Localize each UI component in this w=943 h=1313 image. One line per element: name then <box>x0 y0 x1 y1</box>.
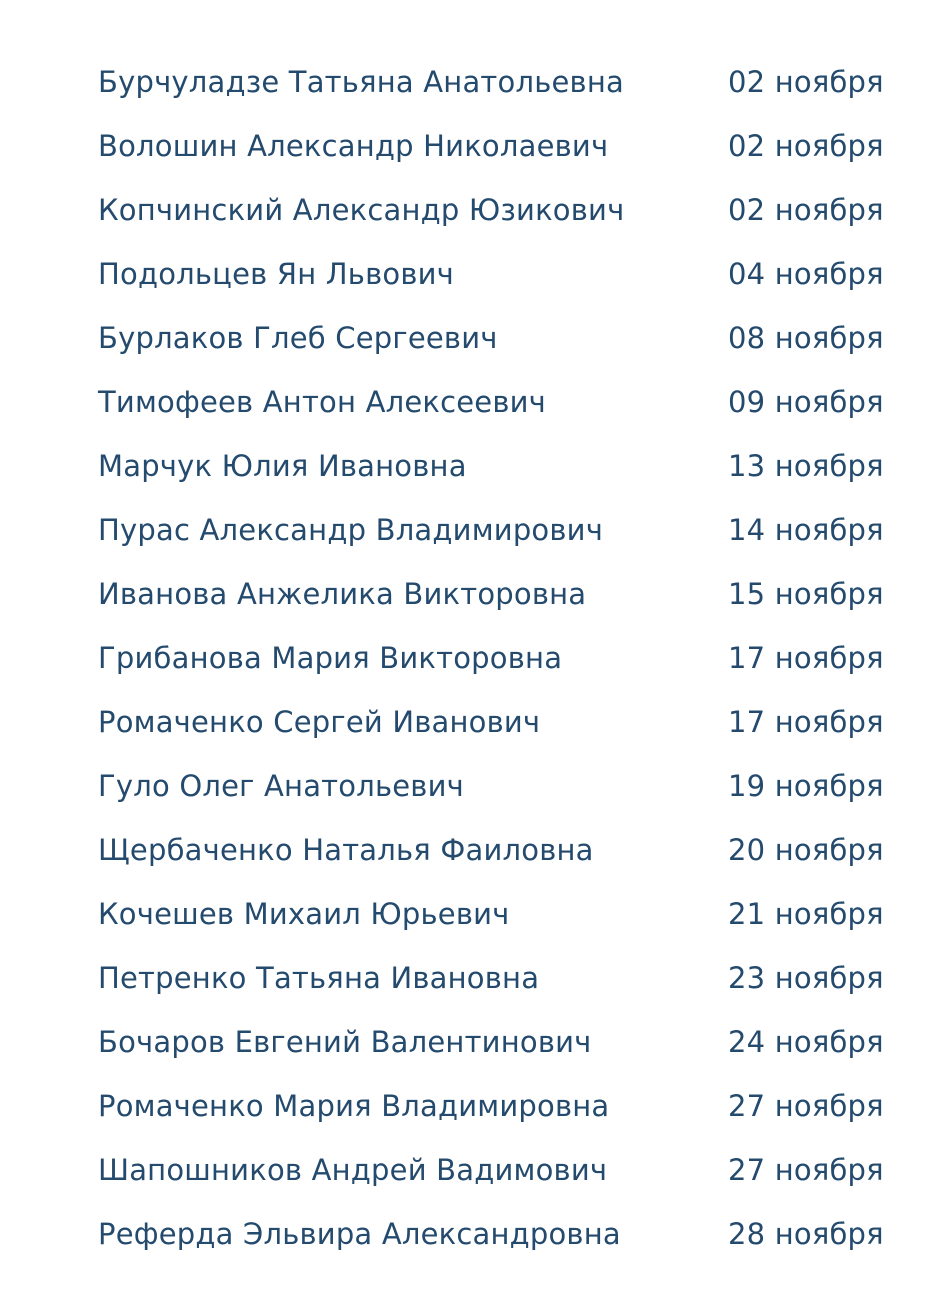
list-item <box>0 562 943 626</box>
list-item <box>0 370 943 434</box>
list-item <box>0 690 943 754</box>
list-item <box>0 1074 943 1138</box>
person-name: Реферда Эльвира Александровна <box>98 1217 621 1251</box>
person-name: Иванова Анжелика Викторовна <box>98 577 587 611</box>
person-name: Ромаченко Сергей Иванович <box>98 705 541 739</box>
person-name: Бурлаков Глеб Сергеевич <box>98 321 498 355</box>
person-name: Подольцев Ян Львович <box>98 257 454 291</box>
birthday-date: 14 ноября <box>728 513 884 547</box>
person-name: Бурчуладзе Татьяна Анатольевна <box>98 65 624 99</box>
birthday-date: 24 ноября <box>728 1025 884 1059</box>
birthday-date: 23 ноября <box>728 961 884 995</box>
birthday-date: 27 ноября <box>728 1089 884 1123</box>
birthday-date: 20 ноября <box>728 833 884 867</box>
list-item <box>0 306 943 370</box>
person-name: Бочаров Евгений Валентинович <box>98 1025 592 1059</box>
list-item <box>0 50 943 114</box>
person-name: Марчук Юлия Ивановна <box>98 449 467 483</box>
person-name: Копчинский Александр Юзикович <box>98 193 625 227</box>
list-item <box>0 1010 943 1074</box>
birthday-date: 09 ноября <box>728 385 884 419</box>
person-name: Пурас Александр Владимирович <box>98 513 604 547</box>
birthday-date: 02 ноября <box>728 65 884 99</box>
list-item <box>0 178 943 242</box>
person-name: Шапошников Андрей Вадимович <box>98 1153 608 1187</box>
birthday-date: 27 ноября <box>728 1153 884 1187</box>
person-name: Тимофеев Антон Алексеевич <box>98 385 547 419</box>
birthday-date: 02 ноября <box>728 193 884 227</box>
birthday-date: 04 ноября <box>728 257 884 291</box>
list-item <box>0 882 943 946</box>
birthday-date: 15 ноября <box>728 577 884 611</box>
person-name: Кочешев Михаил Юрьевич <box>98 897 510 931</box>
list-item <box>0 242 943 306</box>
list-item <box>0 626 943 690</box>
person-name: Грибанова Мария Викторовна <box>98 641 563 675</box>
birthday-date: 28 ноября <box>728 1217 884 1251</box>
list-item <box>0 434 943 498</box>
list-item <box>0 1138 943 1202</box>
list-item <box>0 754 943 818</box>
person-name: Волошин Александр Николаевич <box>98 129 609 163</box>
person-name: Петренко Татьяна Ивановна <box>98 961 540 995</box>
birthday-date: 13 ноября <box>728 449 884 483</box>
list-item <box>0 946 943 1010</box>
birthday-date: 17 ноября <box>728 705 884 739</box>
birthday-date: 02 ноября <box>728 129 884 163</box>
list-item <box>0 1202 943 1266</box>
person-name: Гуло Олег Анатольевич <box>98 769 464 803</box>
person-name: Щербаченко Наталья Фаиловна <box>98 833 594 867</box>
birthday-date: 19 ноября <box>728 769 884 803</box>
birthday-date: 21 ноября <box>728 897 884 931</box>
list-item <box>0 818 943 882</box>
list-item <box>0 114 943 178</box>
birthday-date: 08 ноября <box>728 321 884 355</box>
birthday-list <box>0 50 943 1266</box>
list-item <box>0 498 943 562</box>
person-name: Ромаченко Мария Владимировна <box>98 1089 610 1123</box>
birthday-date: 17 ноября <box>728 641 884 675</box>
